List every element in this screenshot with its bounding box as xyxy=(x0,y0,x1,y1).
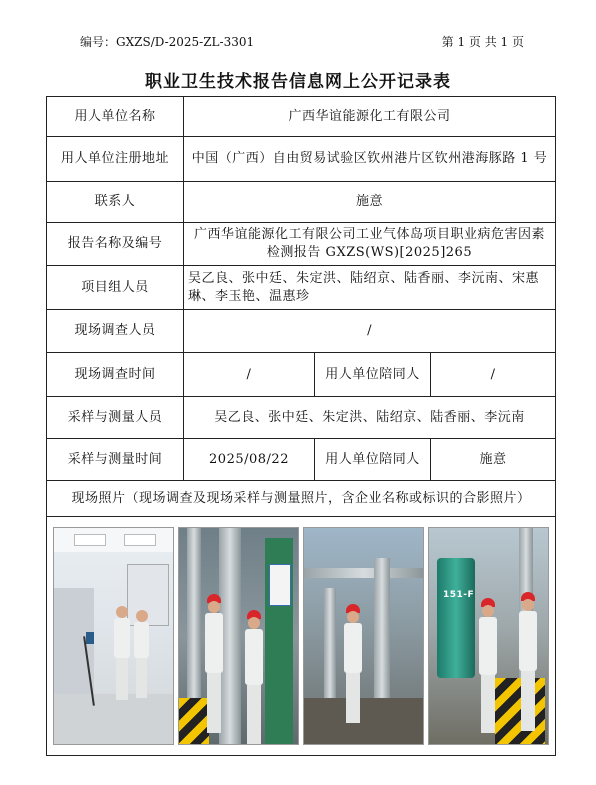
contact-label: 联系人 xyxy=(47,182,184,223)
record-table xyxy=(46,96,556,756)
site-photo-tank xyxy=(428,527,549,745)
photo-strip xyxy=(53,527,549,745)
report-value: 广西华谊能源化工有限公司工业气体岛项目职业病危害因素检测报告 GXZS(WS)[2025]265 xyxy=(184,223,556,266)
survey-time-value: / xyxy=(184,353,315,397)
sampling-staff-label: 采样与测量人员 xyxy=(47,397,184,439)
sampling-time-label: 采样与测量时间 xyxy=(47,439,184,481)
address-label: 用人单位注册地址 xyxy=(47,137,184,182)
sampling-staff-value: 吴乙良、张中廷、朱定洪、陆绍京、陆香丽、李沅南 xyxy=(184,397,556,439)
contact-value: 施意 xyxy=(184,182,556,223)
team-label: 项目组人员 xyxy=(47,266,184,310)
employer-name-value: 广西华谊能源化工有限公司 xyxy=(184,97,556,137)
survey-staff-label: 现场调查人员 xyxy=(47,310,184,353)
tank-marking: 151-F xyxy=(443,590,475,600)
site-photo-laboratory xyxy=(53,527,174,745)
survey-time-label: 现场调查时间 xyxy=(47,353,184,397)
site-photo-plant-1 xyxy=(178,527,299,745)
site-photo-plant-2 xyxy=(303,527,424,745)
employer-name-label: 用人单位名称 xyxy=(47,97,184,137)
photos-cell xyxy=(47,517,556,756)
survey-companion-label: 用人单位陪同人 xyxy=(315,353,431,397)
photos-label: 现场照片（现场调查及现场采样与测量照片，含企业名称或标识的合影照片） xyxy=(47,481,556,517)
team-value: 吴乙良、张中廷、朱定洪、陆绍京、陆香丽、李沅南、宋惠琳、李玉艳、温惠珍 xyxy=(184,266,556,310)
report-label: 报告名称及编号 xyxy=(47,223,184,266)
document-number: 编号：GXZS/D-2025-ZL-3301 xyxy=(80,35,255,49)
survey-companion-value: / xyxy=(431,353,556,397)
address-value: 中国（广西）自由贸易试验区钦州港片区钦州港海豚路 1 号 xyxy=(184,137,556,182)
sampling-companion-label: 用人单位陪同人 xyxy=(315,439,431,481)
sampling-time-value: 2025/08/22 xyxy=(184,439,315,481)
survey-staff-value: / xyxy=(184,310,556,353)
sampling-companion-value: 施意 xyxy=(431,439,556,481)
page-info: 第 1 页 共 1 页 xyxy=(441,35,524,49)
page-title: 职业卫生技术报告信息网上公开记录表 xyxy=(145,72,451,92)
